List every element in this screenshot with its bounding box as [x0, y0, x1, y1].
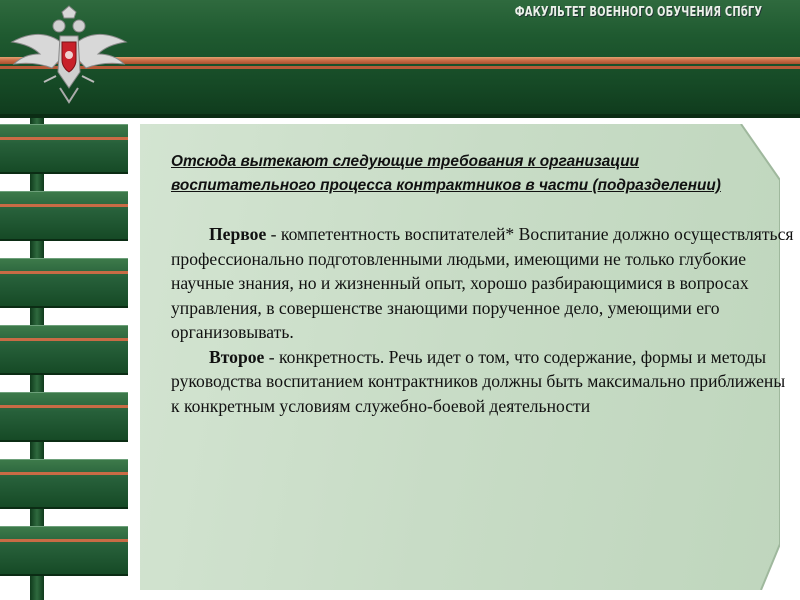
ladder-rung [0, 459, 128, 509]
ladder-rung [0, 258, 128, 308]
header-bottom-edge [0, 114, 800, 118]
paragraph-second [171, 345, 797, 419]
paragraph-lead: Второе [209, 346, 265, 367]
double-headed-eagle-icon [4, 2, 134, 107]
slide-content [171, 150, 797, 418]
ladder-rung [0, 526, 128, 576]
ladder-rung [0, 191, 128, 241]
ladder-rung [0, 325, 128, 375]
paragraph-lead: Первое [209, 224, 267, 244]
spacer [171, 198, 797, 222]
paragraph-first [171, 222, 797, 345]
ladder-rung [0, 124, 128, 174]
slide-heading: Отсюда вытекают следующие требования к организации воспитательного процесса контрактников в части (подразделении) [171, 153, 721, 194]
paragraph-text: - конкретность. Речь идет о том, что содержание, формы и методы руководства воспитанием контрактников должны быть максимально приближены к конкретным условиям служебно-боевой деятельности [171, 346, 786, 416]
header-title: ФАКУЛЬТЕТ ВОЕННОГО ОБУЧЕНИЯ СПбГУ [514, 5, 762, 20]
ladder-rung [0, 392, 128, 442]
header-banner [0, 0, 800, 118]
paragraph-text: - компетентность воспитателей* Воспитание должно осуществляться профессионально подготовленными людьми, имеющими не только глубокие научные знания, но и жизненный опыт, хорошо разбирающимися в вопросах управления, в совершенстве знающими порученное дело, умеющими его организовывать. [171, 224, 794, 342]
